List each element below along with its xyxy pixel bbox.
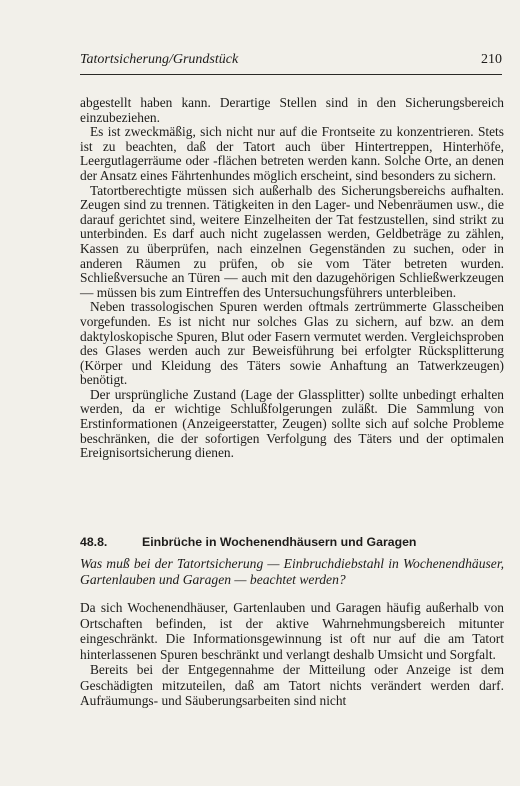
section-number: 48.8. bbox=[80, 535, 108, 549]
paragraph: Neben trassologischen Spuren werden oftmals zertrümmerte Glasscheiben vorgefunden. Es ist nicht nur solches Glas zu sichern, auf bzw. an dem daktyloskopische Spuren, Blut oder Fasern vermutet werden. Vergleichsproben des Glases werden auch zur Beweisführung bei erfolgter Rücksplitterung (Körper und Kleidung des Täters sowie Anhaftung an Tatwerkzeugen) benötigt. bbox=[80, 299, 504, 388]
section-question: Was muß bei der Tatortsicherung — Einbruchdiebstahl in Wochenendhäuser, Gartenlauben und Garagen — beachtet werden? bbox=[80, 556, 504, 587]
paragraph: Tatortberechtigte müssen sich außerhalb des Sicherungsbereichs aufhalten. Zeugen sind zu trennen. Tätigkeiten in den Lager- und Nebenräumen usw., die darauf gerichtet sind, weitere Einzelheiten der Tat festzustellen, sind strikt zu unterbinden. Es darf auch nicht zugelassen werden, Geldbeträge zu zählen, Kassen zu überprüfen, nach einzelnen Gegenständen zu suchen, oder in anderen Räumen zu prüfen, ob sie vom Täter betreten wurden. Schließversuche an Türen — auch mit den dazugehörigen Schließwerkzeugen — müssen bis zum Eintreffen des Untersuchungsführers unterbleiben. bbox=[80, 182, 504, 300]
section-title: Einbrüche in Wochenendhäusern und Garagen bbox=[142, 535, 417, 549]
paragraph: Der ursprüngliche Zustand (Lage der Glassplitter) sollte unbedingt erhalten werden, da er wichtige Schlußfolgerungen zuläßt. Die Sammlung von Erstinformationen (Anzeigeerstatter, Zeugen) sollte sich auf solche Probleme beschränken, die der sofortigen Verfolgung des Täters und der optimalen Ereignisortsicherung dienen. bbox=[80, 386, 504, 461]
paragraph: Bereits bei der Entgegennahme der Mitteilung oder Anzeige ist dem Geschädigten mitzuteilen, daß am Tatort nichts verändert werden darf. Aufräumungs- und Säuberungsarbeiten sind nicht bbox=[80, 662, 504, 708]
running-header bbox=[80, 52, 502, 75]
section-text bbox=[80, 600, 504, 709]
section-heading bbox=[80, 535, 504, 549]
body-text bbox=[80, 96, 504, 461]
paragraph: Da sich Wochenendhäuser, Gartenlauben und Garagen häufig außerhalb von Ortschaften befinden, ist der aktive Wahrnehmungsbereich mitunter eingeschränkt. Die Informationsgewinnung ist oft nur auf die am Tatort hinterlassenen Spuren beschränkt und verlangt deshalb Umsicht und Sorgfalt. bbox=[80, 600, 504, 662]
page-number: 210 bbox=[481, 52, 502, 67]
running-title: Tatortsicherung/Grundstück bbox=[80, 52, 239, 67]
paragraph: abgestellt haben kann. Derartige Stellen sind in den Sicherungsbereich einzubeziehen. bbox=[80, 95, 504, 125]
paragraph: Es ist zweckmäßig, sich nicht nur auf die Frontseite zu konzentrieren. Stets ist zu beachten, daß der Tatort auch über Hintertreppen, Hinterhöfe, Leergutlagerräume oder -flächen betreten werden kann. Solche Orte, an denen der Ansatz eines Fährtenhundes möglich erscheint, sind besonders zu sichern. bbox=[80, 124, 504, 183]
